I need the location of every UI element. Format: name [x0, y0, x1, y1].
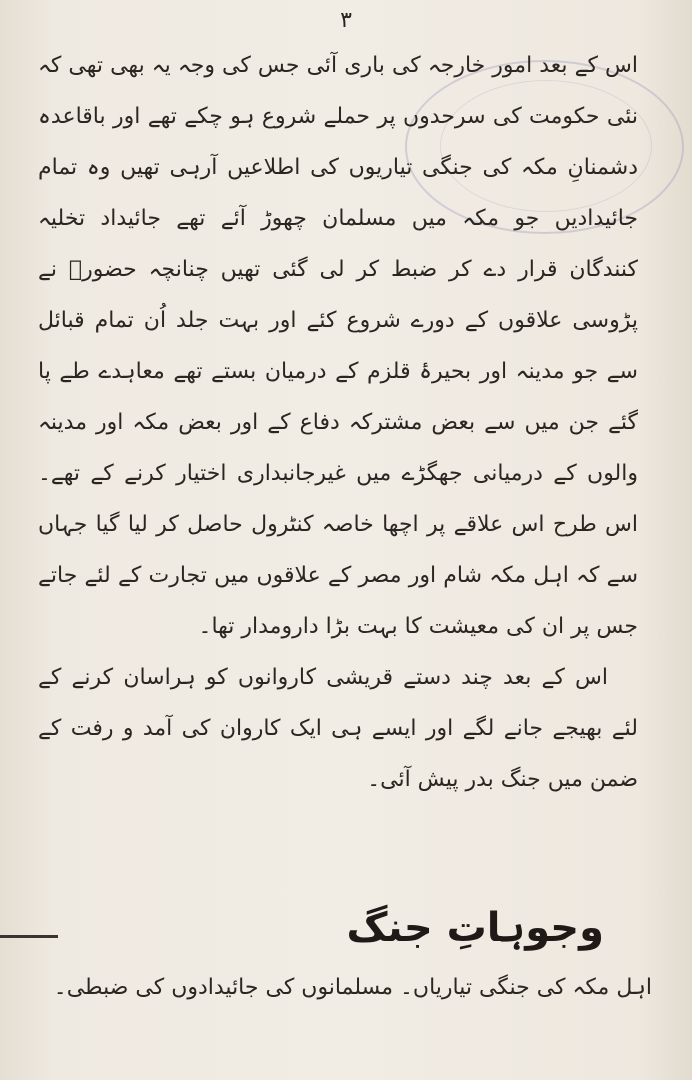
paragraph-2: اس کے بعد چند دستے قریشی کاروانوں کو ہراسان کرنے کے لئے بھیجے جانے لگے اور ایسے ہی ایک کاروان کی آمد و رفت کے ضمن میں جنگ بدر پیش آئی۔ — [38, 665, 638, 792]
paragraph-1: اس کے بعد امور خارجہ کی باری آئی جس کی وجہ یہ بھی تھی کہ نئی حکومت کی سرحدوں پر حملے شروع ہو چکے تھے اور باقاعدہ دشمنانِ مکہ کی جنگی تیاریوں کی اطلاعیں آرہی تھیں وہ تمام جائیدادیں جو مکہ میں مسلمان چھوڑ آئے تھے جائیداد تخلیہ کنندگان قرار دے کر ضبط کر لی گئی تھیں چنانچہ حضورؐ نے پڑوسی علاقوں کے دورے شروع کئے اور بہت جلد اُن تمام قبائل سے جو مدینہ اور بحیرۂ قلزم کے درمیان بستے تھے معاہدے طے پا گئے جن میں سے بعض مشترکہ دفاع کے اور بعض مکہ اور مدینہ والوں کے درمیانی جھگڑے میں غیرجانبداری اختیار کرنے کے تھے۔ اس طرح اس علاقے پر اچھا خاصہ کنٹرول حاصل کر لیا گیا جہاں سے کہ اہل مکہ شام اور مصر کے علاقوں میں تجارت کے لئے جاتے جس پر ان کی معیشت کا بہت بڑا دارومدار تھا۔ — [38, 53, 638, 639]
body-text — [38, 40, 638, 805]
page-number: ۳ — [340, 8, 352, 33]
section-subtitle: اہل مکہ کی جنگی تیاریاں۔ مسلمانوں کی جائیدادوں کی ضبطی۔ — [53, 975, 652, 1000]
section-heading: وجوہاتِ جنگ — [346, 905, 604, 951]
margin-mark — [0, 935, 58, 938]
